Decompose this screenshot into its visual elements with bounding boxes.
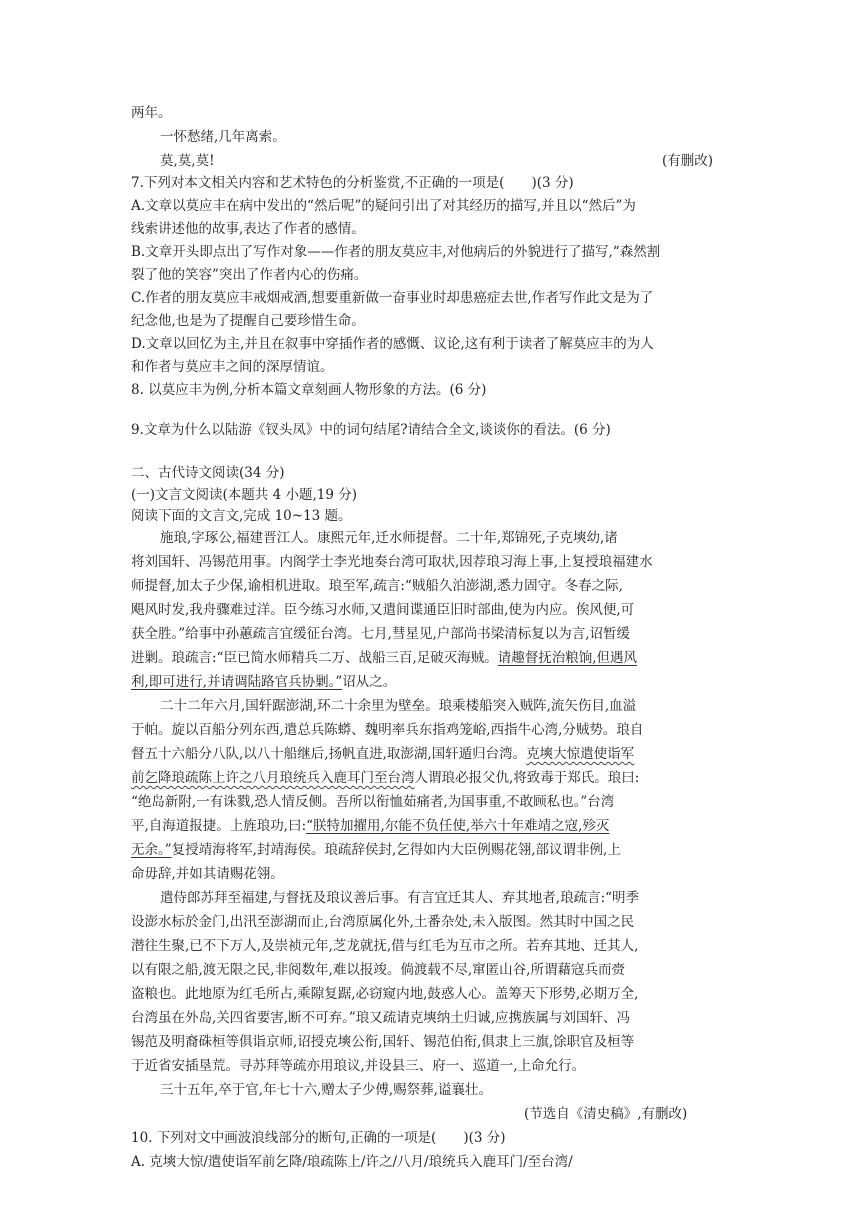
- q7-option-a: A.文章以莫应丰在病中发出的“然后呢”的疑问引出了对其经历的描写,并且以“然后”为: [131, 198, 636, 214]
- passage-line: 将刘国轩、冯锡范用事。内阁学士李光地奏台湾可取状,因荐琅习海上事,上复授琅福建水: [131, 554, 653, 570]
- section-title: 二、古代诗文阅读(34 分): [131, 465, 285, 481]
- passage-line: 三十五年,卒于官,年七十六,赠太子少傅,赐祭葬,谥襄壮。: [160, 1082, 492, 1098]
- passage-line: 锡范及明裔硃桓等俱诣京师,诏授克塽公衔,国轩、锡范伯衔,俱隶上三旗,馀职官及桓等: [131, 1034, 635, 1050]
- poem-note: (有删改): [662, 153, 714, 169]
- underlined-text: 利,即可进行,并请调陆路官兵协剿。”: [131, 674, 343, 690]
- passage-line: 潜往生聚,已不下万人,及崇祯元年,芝龙就抚,借与红毛为互市之所。若弃其地、迁其人,: [131, 938, 639, 954]
- underlined-text: 请趣督抚治粮饷,但遇风: [497, 650, 638, 666]
- instruction: 阅读下面的文言文,完成 10~13 题。: [131, 508, 352, 524]
- passage-line: 台湾虽在外岛,关四省要害,断不可弃。”琅又疏请克塽纳土归诚,应携族属与刘国轩、冯: [131, 1010, 631, 1026]
- q10-stem: 10. 下列对文中画波浪线部分的断句,正确的一项是( )(3 分): [131, 1130, 506, 1146]
- passage-line: [131, 648, 637, 668]
- underlined-text: “朕特加擢用,尔能不负任使,举六十年难靖之寇,殄灭: [306, 818, 610, 834]
- q7-stem: 7.下列对本文相关内容和艺术特色的分析鉴赏,不正确的一项是( )(3 分): [131, 175, 574, 191]
- q7-option-a: 线索讲述他的故事,表达了作者的感情。: [131, 221, 365, 237]
- passage-line: 于帕。旋以百船分列东西,遣总兵陈蟒、魏明率兵东指鸡笼峪,西指牛心湾,分贼势。琅自: [131, 722, 644, 738]
- wavy-underlined-text: 前乞降琅疏陈上许之八月琅统兵入鹿耳门至台湾: [131, 770, 415, 786]
- passage-line: 设澎水标於金门,出汛至澎湖而止,台湾原属化外,土番杂处,未入版图。然其时中国之民: [131, 914, 635, 930]
- passage-line: 飓风时发,我舟骤难过洋。臣今练习水师,又遣间谍通臣旧时部曲,使为内应。俟风便,可: [131, 602, 635, 618]
- passage-line: 获全胜。”给事中孙蕙疏言宜缓征台湾。七月,彗星见,户部尚书梁清标复以为言,诏暂缓: [131, 626, 631, 642]
- wavy-underlined-text: 克塽大惊遣使诣军: [526, 746, 635, 762]
- passage-line: 以有限之船,渡无限之民,非阅数年,难以报竣。倘渡载不尽,窜匿山谷,所谓藉寇兵而赍: [131, 962, 625, 978]
- passage-line: “绝岛新附,一有诛戮,恐人情反侧。吾所以衔恤茹痛者,为国事重,不敢顾私也。”台湾: [131, 794, 615, 810]
- passage-line: [131, 672, 396, 692]
- passage-source: (节选自《清史稿》,有删改): [524, 1106, 688, 1122]
- q7-option-d: 和作者与莫应丰之间的深厚情谊。: [131, 359, 334, 375]
- text-run: 进剿。琅疏言:“臣已简水师精兵二万、战船三百,足破灭海贼。: [131, 650, 498, 666]
- q9-stem: 9.文章为什么以陆游《钗头凤》中的词句结尾?请结合全文,谈谈你的看法。(6 分): [131, 422, 611, 438]
- q10-option-a: A. 克塽大惊/遣使诣军前乞降/琅疏陈上/许之/八月/琅统兵入鹿耳门/至台湾/: [131, 1154, 573, 1170]
- passage-line: 师提督,加太子少保,谕相机进取。琅至军,疏言:“贼船久泊澎湖,悉力固守。冬春之际,: [131, 578, 623, 594]
- poem-line: 一怀愁绪,几年离索。: [160, 129, 286, 145]
- q7-option-d: D.文章以回忆为主,并且在叙事中穿插作者的感慨、议论,这有利于读者了解莫应丰的为人: [131, 336, 654, 352]
- q7-option-b: B.文章开头即点出了写作对象——作者的朋友莫应丰,对他病后的外貌进行了描写,“森然割: [131, 244, 661, 260]
- text-run: 平,自海道报捷。上旌琅功,曰:: [131, 818, 307, 834]
- passage-line: 命毋辞,并如其请赐花翎。: [131, 866, 284, 882]
- passage-line: [131, 816, 609, 836]
- underlined-text: 无余。”: [131, 842, 172, 858]
- passage-line: 遣侍郎苏拜至福建,与督抚及琅议善后事。有言宜迁其人、弃其地者,琅疏言:“明季: [160, 890, 640, 906]
- passage-line: 于近省安插垦荒。寻苏拜等疏亦用琅议,并设县三、府一、巡道一,上命允行。: [131, 1058, 586, 1074]
- passage-line: [131, 840, 621, 860]
- q7-option-b: 裂了他的笑容”突出了作者内心的伤痛。: [131, 267, 368, 283]
- passage-line: [131, 768, 639, 788]
- text-run: 复授靖海将军,封靖海侯。琅疏辞侯封,乞得如内大臣例赐花翎,部议谓非例,上: [171, 842, 621, 858]
- poem-line: 莫,莫,莫!: [160, 153, 215, 169]
- text-run: 人谓琅必报父仇,将致毒于郑氏。琅曰:: [414, 770, 640, 786]
- passage-line: [131, 744, 634, 764]
- q7-option-c: 纪念他,也是为了提醒自己要珍惜生命。: [131, 313, 365, 329]
- text-run: 诏从之。: [342, 674, 397, 690]
- passage-line: 二十二年六月,国轩踞澎湖,环二十余里为壁垒。琅乘楼船突入贼阵,流矢伤目,血溢: [160, 698, 637, 714]
- q8-stem: 8. 以莫应丰为例,分析本篇文章刻画人物形象的方法。(6 分): [131, 382, 487, 398]
- passage-line: 盗粮也。此地原为红毛所占,乘隙复踞,必窃窥内地,鼓惑人心。盖筹天下形势,必期万全,: [131, 986, 639, 1002]
- poem-line: 两年。: [131, 105, 172, 121]
- subsection-title: (一)文言文阅读(本题共 4 小题,19 分): [131, 487, 357, 503]
- text-run: 督五十六船分八队,以八十船继后,扬帆直进,取澎湖,国轩遁归台湾。: [131, 746, 527, 762]
- passage-line: 施琅,字琢公,福建晋江人。康熙元年,迁水师提督。二十年,郑锦死,子克塽幼,诸: [160, 530, 618, 546]
- q7-option-c: C.作者的朋友莫应丰戒烟戒酒,想要重新做一奋事业时却患癌症去世,作者写作此文是为了: [131, 290, 654, 306]
